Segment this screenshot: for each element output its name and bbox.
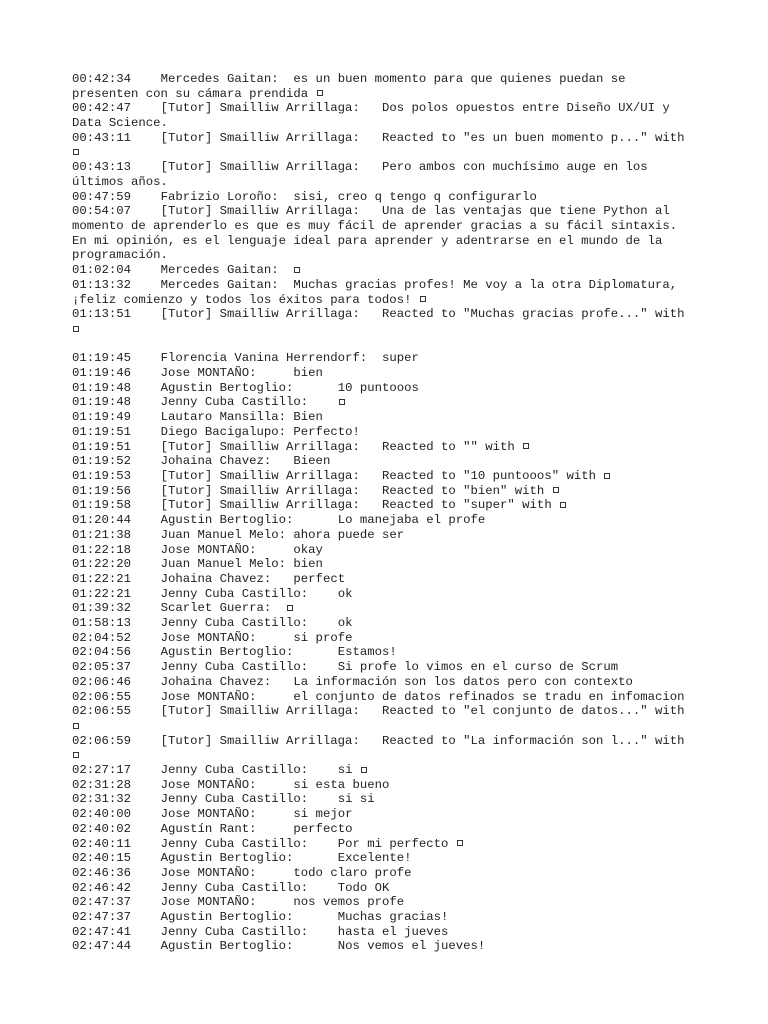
separator <box>308 395 338 409</box>
message-timestamp: 01:19:58 <box>72 498 132 513</box>
separator <box>360 101 382 115</box>
separator <box>308 881 338 895</box>
separator <box>131 160 161 174</box>
message-text: Reacted to "10 puntooos" with <box>381 468 604 483</box>
message-speaker: Jenny Cuba Castillo: <box>160 763 309 778</box>
separator <box>131 278 161 292</box>
chat-message <box>72 351 696 366</box>
message-timestamp: 01:22:18 <box>72 542 132 557</box>
message-timestamp: 01:22:21 <box>72 586 132 601</box>
chat-message <box>72 616 696 631</box>
separator <box>131 631 161 645</box>
message-text: Por mi perfecto <box>337 836 456 851</box>
message-text: super <box>381 351 419 366</box>
message-speaker: [Tutor] Smailliw Arrillaga: <box>160 733 360 748</box>
message-timestamp: 02:47:41 <box>72 924 132 939</box>
separator <box>131 572 161 586</box>
message-timestamp: 01:22:20 <box>72 557 132 572</box>
separator <box>131 498 161 512</box>
separator <box>131 792 161 806</box>
separator <box>131 454 161 468</box>
separator <box>131 366 161 380</box>
separator <box>360 204 382 218</box>
message-timestamp: 02:47:37 <box>72 910 132 925</box>
message-text: Todo OK <box>337 880 390 895</box>
message-timestamp: 01:02:04 <box>72 263 132 278</box>
separator <box>131 528 161 542</box>
message-speaker: Florencia Vanina Herrendorf: <box>160 351 368 366</box>
chat-message <box>72 881 696 896</box>
message-text: todo claro profe <box>293 865 412 880</box>
separator <box>257 543 294 557</box>
message-speaker: [Tutor] Smailliw Arrillaga: <box>160 498 360 513</box>
chat-message <box>72 440 696 455</box>
message-text: 10 puntooos <box>337 380 419 395</box>
chat-message <box>72 895 696 910</box>
message-speaker: Jose MONTAÑO: <box>160 542 257 557</box>
separator <box>131 734 161 748</box>
separator <box>293 851 337 865</box>
message-text: Dos polos opuestos entre Diseño UX/UI y Data Science. <box>72 101 670 131</box>
chat-message <box>72 572 696 587</box>
chat-message <box>72 690 696 705</box>
message-timestamp: 01:19:51 <box>72 424 132 439</box>
message-speaker: Jenny Cuba Castillo: <box>160 616 309 631</box>
message-text: Reacted to "es un buen momento p..." with <box>381 130 685 145</box>
message-text: Si profe lo vimos en el curso de Scrum <box>337 660 619 675</box>
separator <box>308 837 338 851</box>
separator <box>308 792 338 806</box>
separator <box>308 616 338 630</box>
separator <box>131 101 161 115</box>
message-timestamp: 01:20:44 <box>72 513 132 528</box>
message-timestamp: 02:46:42 <box>72 880 132 895</box>
chat-message <box>72 939 696 954</box>
message-speaker: Jose MONTAÑO: <box>160 807 257 822</box>
separator <box>131 851 161 865</box>
separator <box>279 278 294 292</box>
missing-emoji-icon <box>317 90 323 96</box>
message-timestamp: 01:19:48 <box>72 380 132 395</box>
message-speaker: [Tutor] Smailliw Arrillaga: <box>160 130 360 145</box>
separator <box>360 469 382 483</box>
separator <box>308 925 338 939</box>
separator <box>131 72 161 86</box>
separator <box>131 307 161 321</box>
message-speaker: Agustin Bertoglio: <box>160 513 294 528</box>
message-speaker: Mercedes Gaitan: <box>160 277 279 292</box>
separator <box>308 587 338 601</box>
message-timestamp: 00:42:47 <box>72 101 132 116</box>
separator <box>360 440 382 454</box>
message-timestamp: 02:40:02 <box>72 821 132 836</box>
chat-message <box>72 822 696 837</box>
message-timestamp: 02:06:55 <box>72 704 132 719</box>
chat-message <box>72 498 696 513</box>
chat-message <box>72 278 696 307</box>
separator <box>131 381 161 395</box>
message-timestamp: 02:06:55 <box>72 689 132 704</box>
separator <box>367 351 382 365</box>
message-speaker: [Tutor] Smailliw Arrillaga: <box>160 439 360 454</box>
separator <box>131 543 161 557</box>
separator <box>131 866 161 880</box>
missing-emoji-icon <box>457 840 463 846</box>
message-timestamp: 02:06:46 <box>72 674 132 689</box>
message-timestamp: 00:43:13 <box>72 160 132 175</box>
message-speaker: Johaina Chavez: <box>160 571 272 586</box>
separator <box>131 807 161 821</box>
separator <box>360 484 382 498</box>
message-text: Nos vemos el jueves! <box>337 939 486 954</box>
message-speaker: Lautaro Mansilla: <box>160 410 287 425</box>
separator <box>293 939 337 953</box>
chat-message <box>72 543 696 558</box>
missing-emoji-icon <box>73 326 79 332</box>
separator <box>131 837 161 851</box>
missing-emoji-icon <box>560 502 566 508</box>
message-timestamp: 01:13:32 <box>72 277 132 292</box>
message-text: Una de las ventajas que tiene Python al momento de aprenderlo es que es muy fácil de aprender gracias a su fácil sintaxis. En mi opinión, es el lenguaje ideal para aprender y adentrarse en el mundo de la programación. <box>72 204 678 263</box>
message-text: el conjunto de datos refinados se tradu en infomacion <box>293 689 685 704</box>
separator <box>360 131 382 145</box>
message-text: si mejor <box>293 807 353 822</box>
separator <box>257 866 294 880</box>
missing-emoji-icon <box>73 752 79 758</box>
separator <box>131 469 161 483</box>
missing-emoji-icon <box>339 399 345 405</box>
message-text: Muchas gracias! <box>337 910 449 925</box>
message-speaker: Diego Bacigalupo: <box>160 424 287 439</box>
message-timestamp: 01:19:48 <box>72 395 132 410</box>
message-text: nos vemos profe <box>293 895 405 910</box>
message-speaker: [Tutor] Smailliw Arrillaga: <box>160 160 360 175</box>
chat-message <box>72 410 696 425</box>
message-timestamp: 02:31:32 <box>72 792 132 807</box>
message-speaker: Johaina Chavez: <box>160 674 272 689</box>
chat-message <box>72 366 696 381</box>
chat-message <box>72 704 696 733</box>
separator <box>257 366 294 380</box>
message-timestamp: 02:04:52 <box>72 630 132 645</box>
message-speaker: Fabrizio Loroño: <box>160 189 279 204</box>
message-timestamp: 01:39:32 <box>72 601 132 616</box>
chat-message <box>72 204 696 263</box>
message-text: perfecto <box>293 821 353 836</box>
chat-message <box>72 469 696 484</box>
separator <box>131 704 161 718</box>
separator <box>360 704 382 718</box>
message-timestamp: 02:27:17 <box>72 763 132 778</box>
message-speaker: Jose MONTAÑO: <box>160 895 257 910</box>
message-speaker: Jose MONTAÑO: <box>160 366 257 381</box>
separator <box>308 763 338 777</box>
message-timestamp: 01:21:38 <box>72 527 132 542</box>
chat-message <box>72 866 696 881</box>
separator <box>131 410 161 424</box>
separator <box>131 690 161 704</box>
message-text: Reacted to "La información son l..." with <box>381 733 685 748</box>
message-text: si profe <box>293 630 353 645</box>
message-timestamp: 02:05:37 <box>72 660 132 675</box>
separator <box>131 675 161 689</box>
message-speaker: Agustin Bertoglio: <box>160 939 294 954</box>
separator <box>360 160 382 174</box>
separator <box>257 822 294 836</box>
separator <box>131 763 161 777</box>
message-speaker: Agustin Bertoglio: <box>160 910 294 925</box>
message-timestamp: 02:06:59 <box>72 733 132 748</box>
separator <box>257 631 294 645</box>
separator <box>360 307 382 321</box>
separator <box>131 660 161 674</box>
message-text: Bieen <box>293 454 331 469</box>
separator <box>271 675 293 689</box>
chat-message <box>72 837 696 852</box>
missing-emoji-icon <box>287 605 293 611</box>
message-timestamp: 02:40:11 <box>72 836 132 851</box>
chat-message <box>72 601 696 616</box>
missing-emoji-icon <box>73 723 79 729</box>
message-timestamp: 00:47:59 <box>72 189 132 204</box>
message-text: si si <box>337 792 375 807</box>
separator <box>271 454 293 468</box>
chat-message <box>72 454 696 469</box>
chat-transcript <box>72 72 696 954</box>
separator <box>131 881 161 895</box>
separator <box>131 939 161 953</box>
message-text: ok <box>337 586 353 601</box>
message-text: ahora puede ser <box>293 527 405 542</box>
message-timestamp: 02:04:56 <box>72 645 132 660</box>
message-speaker: Agustin Bertoglio: <box>160 851 294 866</box>
separator <box>360 734 382 748</box>
separator <box>279 263 294 277</box>
message-text: Reacted to "super" with <box>381 498 560 513</box>
message-timestamp: 01:19:45 <box>72 351 132 366</box>
chat-message <box>72 160 696 189</box>
message-timestamp: 00:42:34 <box>72 72 132 86</box>
message-timestamp: 01:58:13 <box>72 616 132 631</box>
message-speaker: [Tutor] Smailliw Arrillaga: <box>160 483 360 498</box>
separator <box>131 131 161 145</box>
message-timestamp: 01:19:52 <box>72 454 132 469</box>
separator <box>279 190 294 204</box>
message-timestamp: 01:19:53 <box>72 468 132 483</box>
blank-line <box>72 337 696 352</box>
message-text: La información son los datos pero con contexto <box>293 674 633 689</box>
message-timestamp: 01:22:21 <box>72 571 132 586</box>
chat-message <box>72 190 696 205</box>
separator <box>308 660 338 674</box>
message-text: Lo manejaba el profe <box>337 513 486 528</box>
message-timestamp: 02:40:15 <box>72 851 132 866</box>
message-speaker: Jenny Cuba Castillo: <box>160 660 309 675</box>
message-speaker: [Tutor] Smailliw Arrillaga: <box>160 468 360 483</box>
separator <box>131 484 161 498</box>
message-speaker: Jenny Cuba Castillo: <box>160 836 309 851</box>
message-text: hasta el jueves <box>337 924 449 939</box>
message-speaker: [Tutor] Smailliw Arrillaga: <box>160 101 360 116</box>
message-speaker: Scarlet Guerra: <box>160 601 272 616</box>
separator <box>131 190 161 204</box>
separator <box>293 513 337 527</box>
separator <box>131 895 161 909</box>
message-timestamp: 01:13:51 <box>72 307 132 322</box>
separator <box>131 395 161 409</box>
separator <box>271 601 286 615</box>
message-text: es un buen momento para que quienes puedan se presenten con su cámara prendida <box>72 72 626 101</box>
separator <box>131 440 161 454</box>
separator <box>257 690 294 704</box>
message-speaker: [Tutor] Smailliw Arrillaga: <box>160 307 360 322</box>
chat-message <box>72 792 696 807</box>
chat-message <box>72 513 696 528</box>
message-text: Bien <box>293 410 323 425</box>
chat-message <box>72 263 696 278</box>
separator <box>131 822 161 836</box>
separator <box>271 572 293 586</box>
message-text: perfect <box>293 571 346 586</box>
chat-message <box>72 734 696 763</box>
separator <box>131 204 161 218</box>
chat-message <box>72 807 696 822</box>
message-speaker: Jenny Cuba Castillo: <box>160 924 309 939</box>
separator <box>131 616 161 630</box>
separator <box>131 557 161 571</box>
missing-emoji-icon <box>553 487 559 493</box>
message-timestamp: 02:46:36 <box>72 865 132 880</box>
message-text: Excelente! <box>337 851 412 866</box>
chat-message <box>72 675 696 690</box>
separator <box>131 513 161 527</box>
message-text: Reacted to "el conjunto de datos..." with <box>381 704 685 719</box>
message-speaker: Jenny Cuba Castillo: <box>160 880 309 895</box>
separator <box>131 587 161 601</box>
chat-message <box>72 307 696 336</box>
message-speaker: Mercedes Gaitan: <box>160 263 279 278</box>
message-text: si <box>337 763 360 778</box>
separator <box>131 910 161 924</box>
message-text: Perfecto! <box>293 424 360 439</box>
chat-message <box>72 587 696 602</box>
message-text: Muchas gracias profes! Me voy a la otra Diplomatura, ¡feliz comienzo y todos los éxitos para todos! <box>72 277 678 307</box>
chat-message <box>72 528 696 543</box>
message-text: si esta bueno <box>293 777 390 792</box>
message-timestamp: 01:19:49 <box>72 410 132 425</box>
message-speaker: Jose MONTAÑO: <box>160 865 257 880</box>
missing-emoji-icon <box>604 473 610 479</box>
chat-message <box>72 910 696 925</box>
separator <box>131 351 161 365</box>
message-text: Pero ambos con muchísimo auge en los últimos años. <box>72 160 648 189</box>
separator <box>257 807 294 821</box>
message-speaker: Agustin Bertoglio: <box>160 380 294 395</box>
message-speaker: Jose MONTAÑO: <box>160 689 257 704</box>
message-speaker: Jenny Cuba Castillo: <box>160 395 309 410</box>
chat-message <box>72 381 696 396</box>
separator <box>131 778 161 792</box>
message-timestamp: 02:47:37 <box>72 895 132 910</box>
message-text: Reacted to "" with <box>381 439 523 454</box>
chat-message <box>72 101 696 130</box>
separator <box>131 425 161 439</box>
missing-emoji-icon <box>420 296 426 302</box>
message-text: bien <box>293 366 323 381</box>
message-timestamp: 02:40:00 <box>72 807 132 822</box>
missing-emoji-icon <box>73 149 79 155</box>
message-timestamp: 00:43:11 <box>72 130 132 145</box>
message-speaker: Johaina Chavez: <box>160 454 272 469</box>
chat-message <box>72 778 696 793</box>
missing-emoji-icon <box>523 443 529 449</box>
message-text: bien <box>293 557 323 572</box>
chat-message <box>72 72 696 101</box>
separator <box>131 925 161 939</box>
message-speaker: Mercedes Gaitan: <box>160 72 279 86</box>
message-speaker: [Tutor] Smailliw Arrillaga: <box>160 704 360 719</box>
message-speaker: [Tutor] Smailliw Arrillaga: <box>160 204 360 219</box>
missing-emoji-icon <box>361 767 367 773</box>
chat-message <box>72 660 696 675</box>
separator <box>257 778 294 792</box>
chat-message <box>72 631 696 646</box>
separator <box>360 498 382 512</box>
message-speaker: Jenny Cuba Castillo: <box>160 792 309 807</box>
chat-message <box>72 484 696 499</box>
message-text: sisi, creo q tengo q configurarlo <box>293 189 537 204</box>
missing-emoji-icon <box>294 267 300 273</box>
message-timestamp: 01:19:56 <box>72 483 132 498</box>
chat-message <box>72 763 696 778</box>
message-speaker: Agustín Rant: <box>160 821 257 836</box>
message-text: Reacted to "bien" with <box>381 483 552 498</box>
separator <box>293 910 337 924</box>
message-speaker: Jenny Cuba Castillo: <box>160 586 309 601</box>
separator <box>293 381 337 395</box>
chat-message <box>72 645 696 660</box>
message-timestamp: 02:47:44 <box>72 939 132 954</box>
separator <box>257 895 294 909</box>
message-timestamp: 01:19:46 <box>72 366 132 381</box>
chat-message <box>72 851 696 866</box>
message-timestamp: 02:31:28 <box>72 777 132 792</box>
separator <box>293 645 337 659</box>
message-speaker: Agustin Bertoglio: <box>160 645 294 660</box>
chat-message <box>72 425 696 440</box>
message-speaker: Juan Manuel Melo: <box>160 527 287 542</box>
separator <box>131 645 161 659</box>
message-timestamp: 00:54:07 <box>72 204 132 219</box>
chat-message <box>72 131 696 160</box>
separator <box>131 601 161 615</box>
message-text: okay <box>293 542 323 557</box>
chat-message <box>72 925 696 940</box>
message-text: Reacted to "Muchas gracias profe..." with <box>381 307 685 322</box>
message-speaker: Juan Manuel Melo: <box>160 557 287 572</box>
chat-message <box>72 395 696 410</box>
message-text: ok <box>337 616 353 631</box>
message-speaker: Jose MONTAÑO: <box>160 630 257 645</box>
separator <box>131 263 161 277</box>
message-speaker: Jose MONTAÑO: <box>160 777 257 792</box>
chat-message <box>72 557 696 572</box>
message-text: Estamos! <box>337 645 397 660</box>
message-timestamp: 01:19:51 <box>72 439 132 454</box>
separator <box>279 72 294 86</box>
